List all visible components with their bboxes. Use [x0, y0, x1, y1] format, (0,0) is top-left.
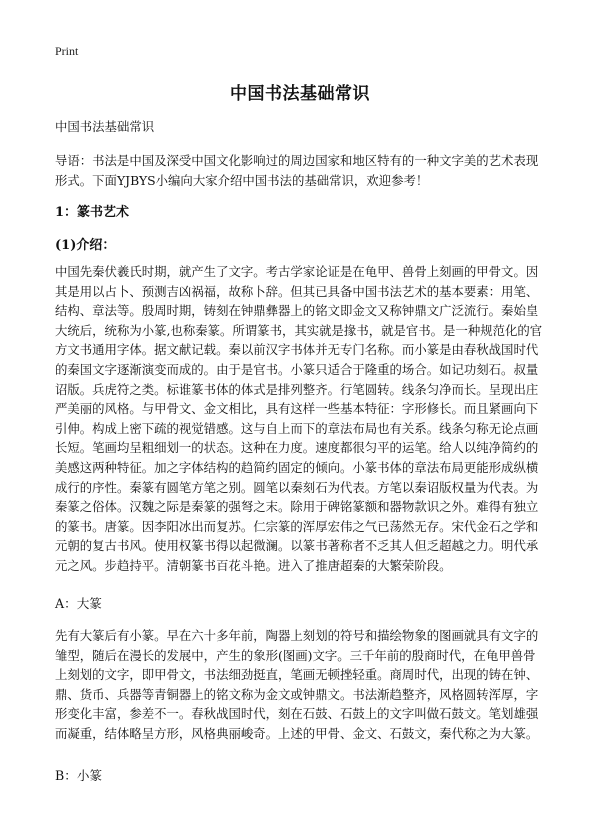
document-title: 中国书法基础常识 — [230, 84, 370, 104]
intro-paragraph: 导语：书法是中国及深受中国文化影响过的周边国家和地区特有的一种文字美的艺术表现形式。下面YJBYS小编向大家介绍中国书法的基础常识，欢迎参考！ — [55, 153, 539, 188]
section-sub-heading: (1)介绍： — [55, 238, 116, 253]
subsection-b-heading: B：小篆 — [55, 768, 103, 783]
subsection-a-heading: A：大篆 — [55, 596, 102, 611]
section-body-paragraph: 中国先秦伏羲氏时期，就产生了文字。考古学家论证是在龟甲、兽骨上刻画的甲骨文。因其是用以占卜、预测吉凶祸福，故称卜辞。但其已具备中国书法艺术的基本要素：用笔、结构、章法等。殷周时期，铸刻在钟鼎彝器上的铭文即金文又称钟鼎文广泛流行。秦始皇大统后，统称为小篆,也称秦篆。所谓篆书，其实就是掾书，就是官书。是一种规范化的官方文书通用字体。据文献记载。秦以前汉字书体并无专门名称。而小篆是由春秋战国时代的秦国文字逐渐演变而成的。由于是官书。小篆只适合于隆重的场合。如记功刻石。叔量诏版。兵虎符之类。标谁篆书体的体式是排列整齐。行笔圆转。线条匀净而长。呈现出庄严美丽的风格。与甲骨文、金文相比，具有这样一些基本特征：字形修长。而且紧画向下引伸。构成上密下疏的视觉错感。这与自上而下的章法布局也有关系。线条匀称无论点画长短。笔画均呈粗细划一的状态。这种在力度。速度都很匀平的运笔。给人以纯净简约的美感这两种特征。加之字体结构的趋简约固定的倾向。小篆书体的章法布局更能形成纵横成行的序性。秦篆有圆笔方笔之别。圆笔以秦刻石为代表。方笔以秦诏版权量为代表。为秦篆之俗体。汉魏之际是秦篆的强弩之末。除用于碑铭篆额和器物款识之外。难得有独立的篆书。唐篆。因李阳冰出而复苏。仁宗篆的浑厚宏伟之气已荡然无存。宋代金石之学和元朝的复古书风。使用权篆书得以起微澜。以篆书著称者不乏其人但乏超越之力。明代承元之风。步趋持平。清朝篆书百花斗艳。进入了推唐超秦的大繁荣阶段。 — [55, 264, 543, 573]
document-subtitle: 中国书法基础常识 — [55, 119, 155, 134]
print-label: Print — [55, 44, 79, 58]
section-heading: 1：篆书艺术 — [55, 205, 130, 220]
subsection-a-paragraph: 先有大篆后有小篆。早在六十多年前，陶器上刻划的符号和描绘物象的图画就具有文字的雏型，随后在漫长的发展中，产生的象形(图画)文字。三千年前的殷商时代，在龟甲兽骨上刻划的文字，即甲骨文，书法细劲挺直，笔画无顿挫轻重。商周时代，出现的铸在钟、鼎、货币、兵器等青铜器上的铭文称为金文或钟鼎文。书法渐趋整齐，风格圆转浑厚，字形变化丰富，参差不一。春秋战国时代，刻在石鼓、石鼓上的文字叫做石鼓文。笔划雄强而凝重，结体略呈方形，风格典丽峻奇。上述的甲骨、金文、石鼓文，秦代称之为大篆。 — [55, 628, 539, 741]
